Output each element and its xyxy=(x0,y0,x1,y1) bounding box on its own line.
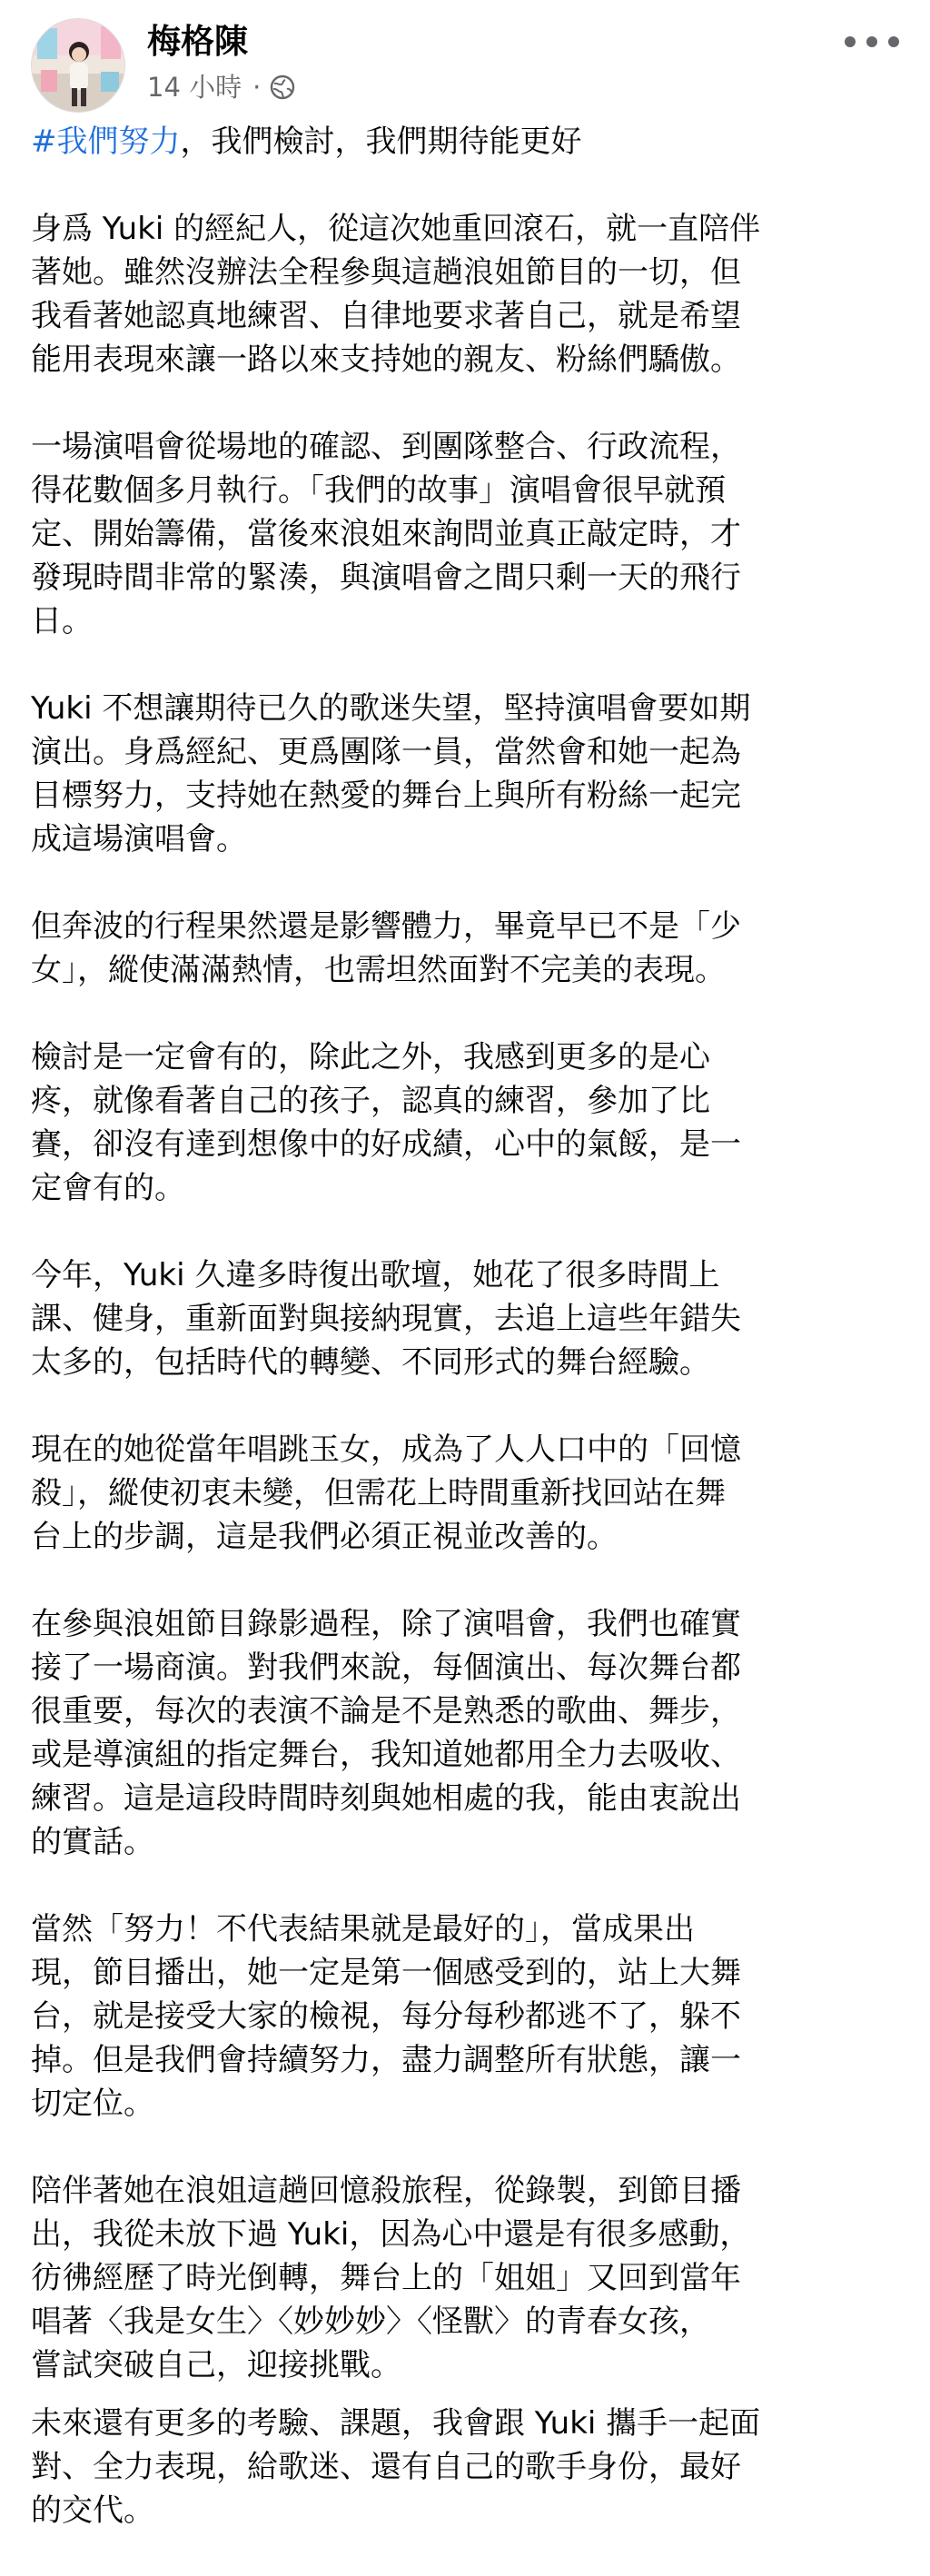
paragraph-line: 身爲 Yuki 的經紀人，從這次她重回滾石，就一直陪伴 xyxy=(31,211,761,247)
paragraph-line: 疼，就像看著自己的孩子，認真的練習，參加了比 xyxy=(31,1083,710,1119)
headline-text: ，我們檢討，我們期待能更好 xyxy=(180,124,582,160)
paragraph-line: 發現時間非常的緊湊，與演唱會之間只剩一天的飛行 xyxy=(31,560,741,596)
post-paragraph xyxy=(31,1428,894,1559)
paragraph-line: 的實話。 xyxy=(31,1824,154,1860)
paragraph-line: 掉。但是我們會持續努力，盡力調整所有狀態，讓一 xyxy=(31,2042,741,2078)
more-horizontal-icon xyxy=(888,36,899,47)
paragraph-line: 未來還有更多的考驗、課題，我會跟 Yuki 攜手一起面 xyxy=(31,2405,761,2442)
globe-icon[interactable] xyxy=(270,74,295,100)
paragraph-line: 目標努力，支持她在熱愛的舞台上與所有粉絲一起完 xyxy=(31,778,741,814)
paragraph-line: 但奔波的行程果然還是影響體力，畢竟早已不是「少 xyxy=(31,908,741,945)
paragraph-line: 女」，縱使滿滿熱情，也需坦然面對不完美的表現。 xyxy=(31,952,726,988)
paragraph-line: 一場演唱會從場地的確認、到團隊整合、行政流程， xyxy=(31,429,741,465)
paragraph-line: 定、開始籌備，當後來浪姐來詢問並真正敲定時，才 xyxy=(31,516,741,552)
paragraph-line: Yuki 不想讓期待已久的歌迷失望，堅持演唱會要如期 xyxy=(31,690,751,727)
paragraph-line: 殺」，縱使初衷未變，但需花上時間重新找回站在舞 xyxy=(31,1475,726,1511)
paragraph-line: 日。 xyxy=(31,603,93,639)
paragraph-line: 檢討是一定會有的，除此之外，我感到更多的是心 xyxy=(31,1039,710,1075)
paragraph-line: 切定位。 xyxy=(31,2086,154,2122)
paragraph-line: 太多的，包括時代的轉變、不同形式的舞台經驗。 xyxy=(31,1344,710,1381)
paragraph-line: 很重要，每次的表演不論是不是熟悉的歌曲、舞步， xyxy=(31,1693,741,1729)
paragraph-line: 現，節目播出，她一定是第一個感受到的，站上大舞 xyxy=(31,1955,741,1991)
paragraph-line: 台上的步調，這是我們必須正視並改善的。 xyxy=(31,1519,618,1555)
paragraph-line: 陪伴著她在浪姐這趟回憶殺旅程，從錄製，到節目播 xyxy=(31,2173,741,2209)
paragraph-line: 接了一場商演。對我們來說，每個演出、每次舞台都 xyxy=(31,1650,741,1686)
paragraph-line: 能用表現來讓一路以來支持她的親友、粉絲們驕傲。 xyxy=(31,342,741,378)
paragraph-line: 得花數個多月執行。「我們的故事」演唱會很早就預 xyxy=(31,472,726,509)
more-horizontal-icon xyxy=(866,36,877,47)
author-avatar[interactable] xyxy=(31,18,125,113)
avatar-photo-icon xyxy=(32,19,125,113)
post-paragraph xyxy=(31,1602,894,1864)
meta-separator: · xyxy=(252,72,262,103)
more-horizontal-icon xyxy=(845,36,856,47)
paragraph-line: 定會有的。 xyxy=(31,1170,185,1206)
post-paragraph xyxy=(31,2402,894,2532)
post-headline xyxy=(31,120,894,163)
paragraph-line: 著她。雖然沒辦法全程參與這趟浪姐節目的一切，但 xyxy=(31,254,741,291)
post-paragraph xyxy=(31,2169,894,2387)
paragraph-line: 當然「努力！不代表結果就是最好的」，當成果出 xyxy=(31,1911,695,1947)
post-paragraph xyxy=(31,1907,894,2125)
paragraph-line: 或是導演組的指定舞台，我知道她都用全力去吸收、 xyxy=(31,1737,741,1773)
post-paragraph xyxy=(31,207,894,381)
paragraph-line: 練習。這是這段時間時刻與她相處的我，能由衷說出 xyxy=(31,1780,741,1817)
author-block xyxy=(147,20,295,105)
paragraph-line: 出，我從未放下過 Yuki，因為心中還是有很多感動， xyxy=(31,2216,751,2253)
paragraph-line: 課、健身，重新面對與接納現實，去追上這些年錯失 xyxy=(31,1301,741,1337)
paragraph-line: 賽，卻沒有達到想像中的好成績，心中的氣餒，是一 xyxy=(31,1126,741,1163)
paragraph-line: 對、全力表現，給歌迷、還有自己的歌手身份，最好 xyxy=(31,2449,741,2485)
paragraph-line: 在參與浪姐節目錄影過程，除了演唱會，我們也確實 xyxy=(31,1606,741,1642)
paragraph-line: 成這場演唱會。 xyxy=(31,821,247,857)
paragraph-line: 嘗試突破自己，迎接挑戰。 xyxy=(31,2347,401,2383)
paragraph-line: 我看著她認真地練習、自律地要求著自己，就是希望 xyxy=(31,298,741,334)
more-options-button[interactable] xyxy=(845,24,899,60)
paragraph-line: 演出。身爲經紀、更爲團隊一員，當然會和她一起為 xyxy=(31,734,741,770)
paragraph-line: 今年，Yuki 久違多時復出歌壇，她花了很多時間上 xyxy=(31,1257,720,1293)
post-body xyxy=(31,120,894,2576)
paragraph-line: 唱著〈我是女生〉〈妙妙妙〉〈怪獸〉的青春女孩， xyxy=(31,2304,710,2340)
paragraph-line: 彷彿經歷了時光倒轉，舞台上的「姐姐」又回到當年 xyxy=(31,2260,741,2296)
post-timestamp[interactable]: 14 小時 xyxy=(147,72,242,103)
author-name[interactable]: 梅格陳 xyxy=(147,22,248,61)
post-paragraphs xyxy=(31,207,894,2532)
post-paragraph xyxy=(31,1035,894,1210)
paragraph-line: 的交代。 xyxy=(31,2492,154,2529)
paragraph-line: 台，就是接受大家的檢視，每分每秒都逃不了，躲不 xyxy=(31,1998,741,2035)
post-paragraph xyxy=(31,905,894,992)
hashtag-link[interactable]: #我們努力 xyxy=(31,124,181,160)
post-paragraph xyxy=(31,425,894,643)
paragraph-line: 現在的她從當年唱跳玉女，成為了人人口中的「回憶 xyxy=(31,1432,741,1468)
post-paragraph xyxy=(31,687,894,861)
post-paragraph xyxy=(31,1253,894,1384)
post-meta xyxy=(147,69,295,105)
